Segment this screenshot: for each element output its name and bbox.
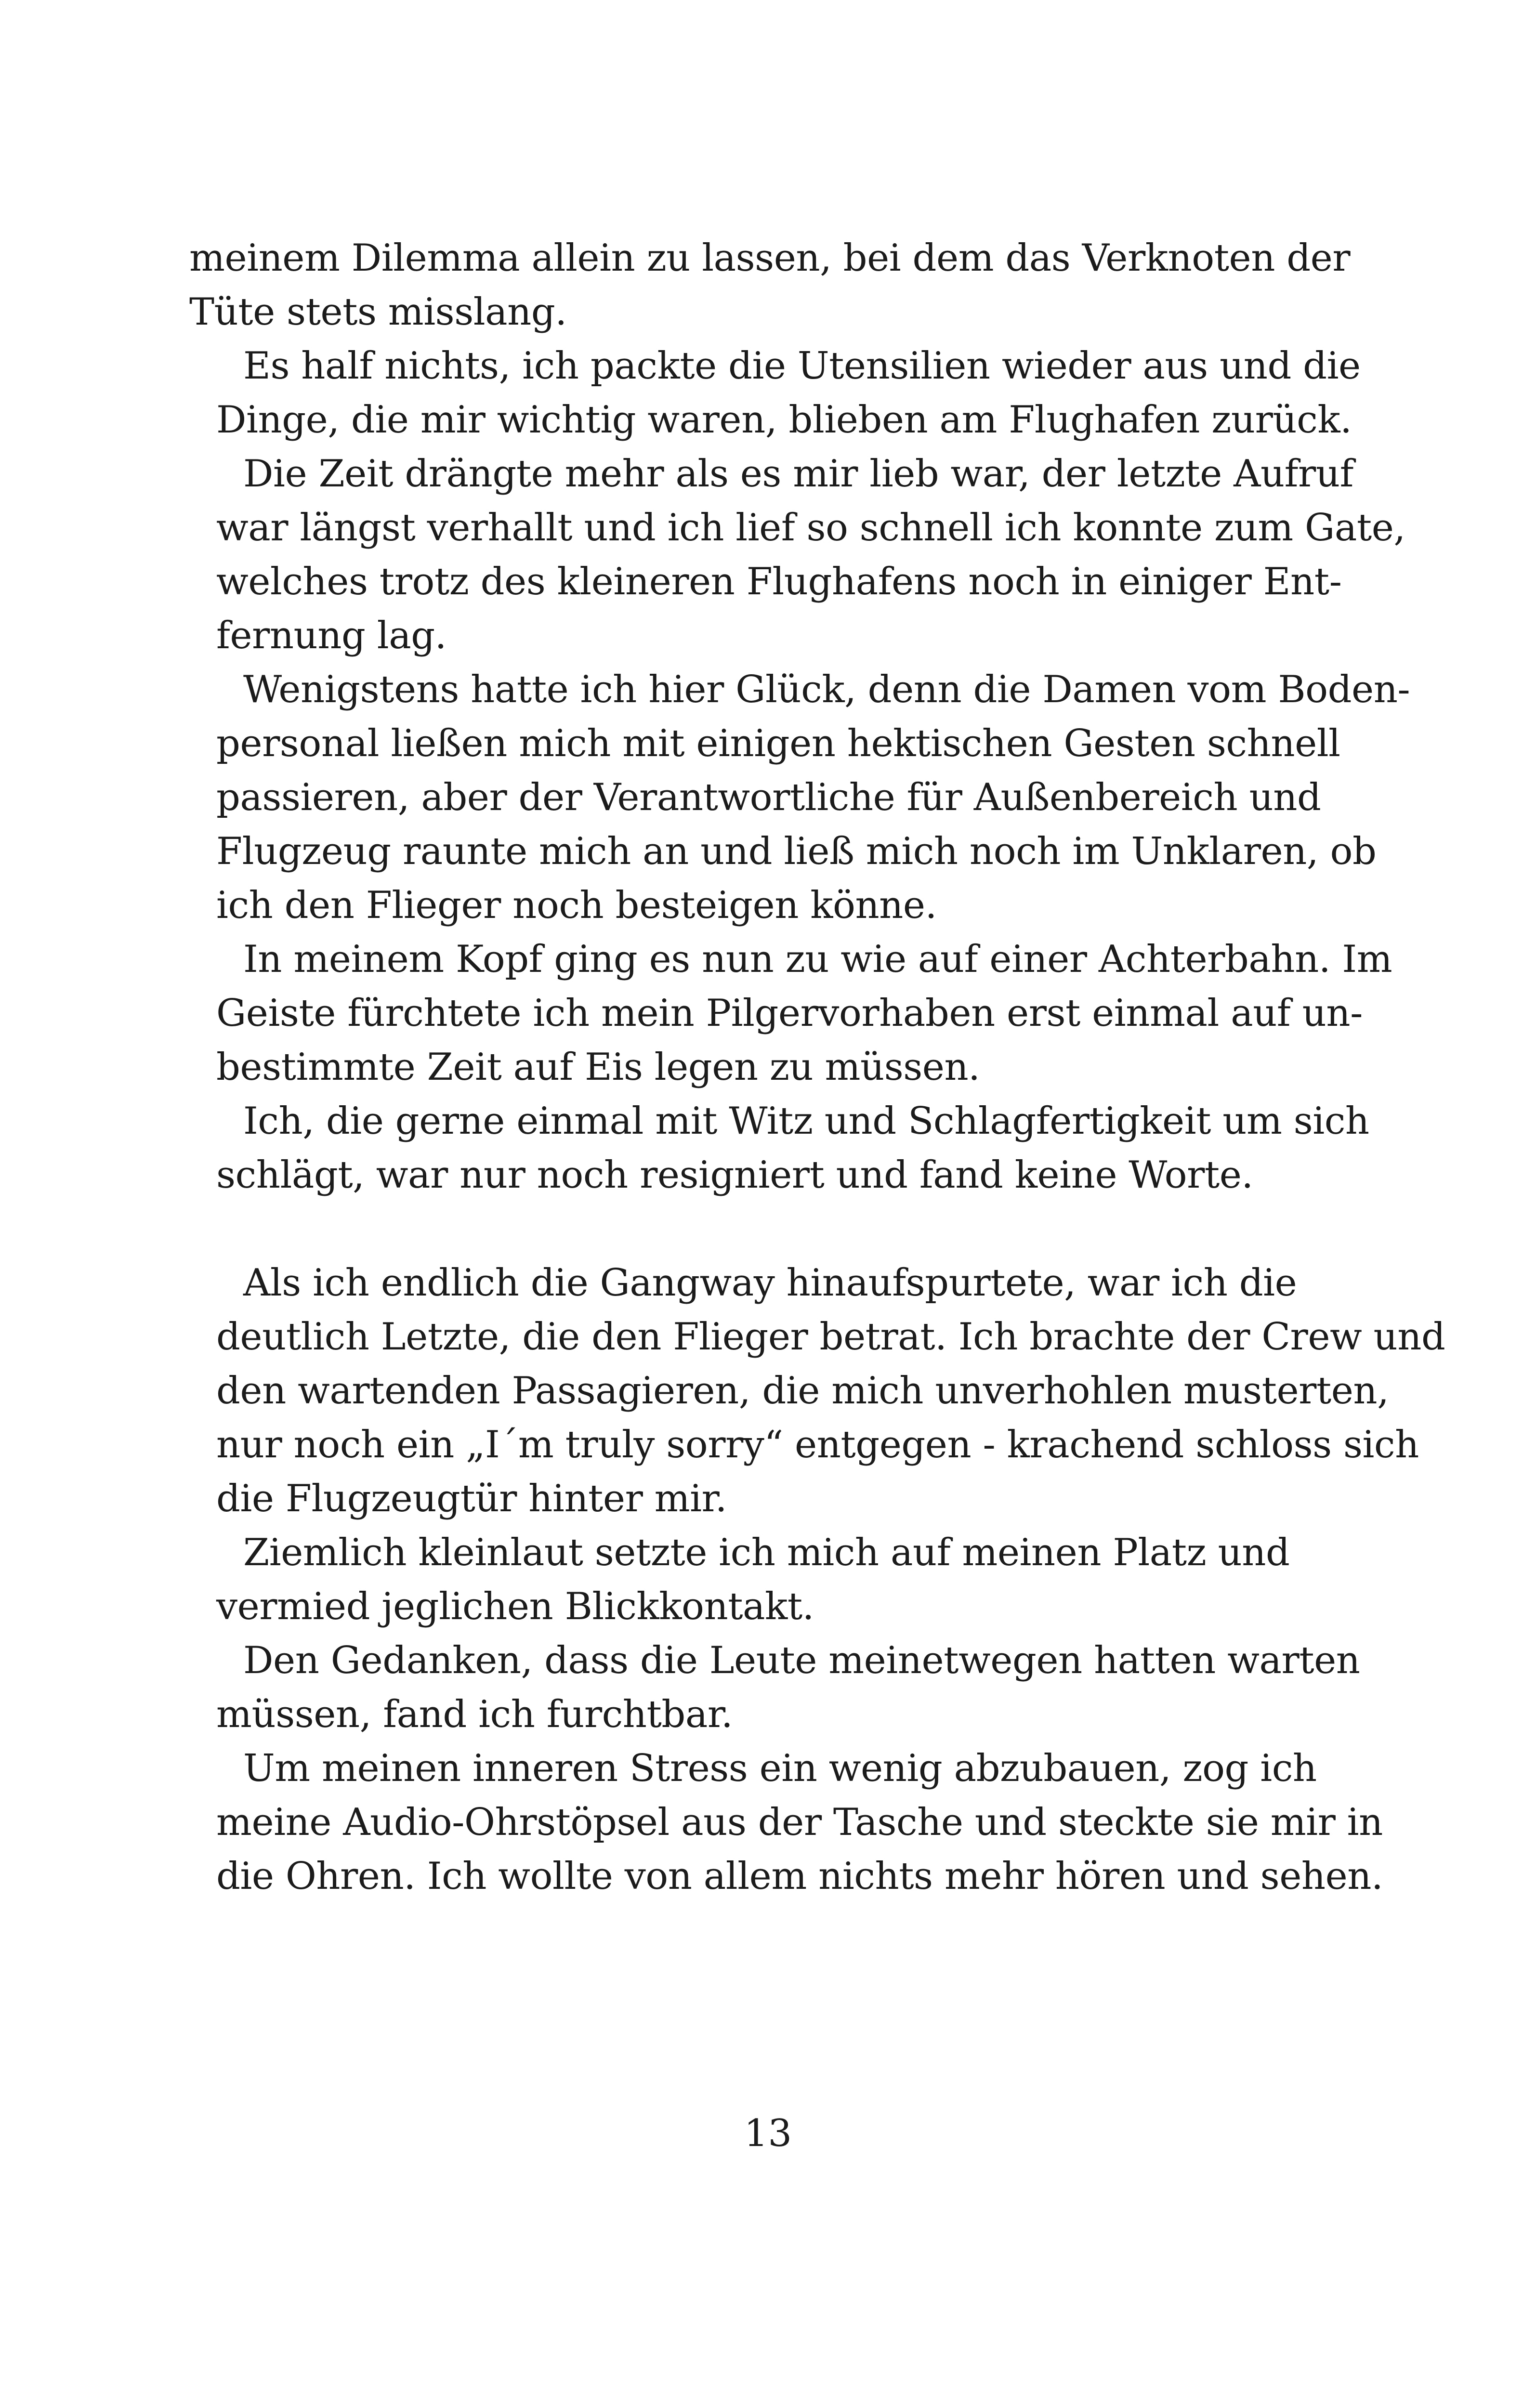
paragraph [189, 932, 1392, 1094]
paragraph [189, 1256, 1445, 1526]
text-line: war längst verhallt und ich lief so schnell ich konnte zum Gate, [216, 506, 1405, 550]
paragraph [189, 339, 1361, 447]
text-line: Um meinen inneren Stress ein wenig abzubauen, zog ich [243, 1747, 1317, 1790]
text-line: bestimmte Zeit auf Eis legen zu müssen. [216, 1046, 980, 1089]
text-line: Geiste fürchtete ich mein Pilgervorhaben erst einmal auf un- [216, 992, 1363, 1035]
text-line: müssen, fand ich furchtbar. [216, 1693, 733, 1736]
text-line: nur noch ein „I´m truly sorry“ entgegen - krachend schloss sich [216, 1423, 1419, 1466]
text-line: meine Audio-Ohrstöpsel aus der Tasche und steckte sie mir in [216, 1801, 1383, 1844]
text-line: Die Zeit drängte mehr als es mir lieb war, der letzte Aufruf [243, 452, 1353, 496]
text-line: passieren, aber der Verantwortliche für Außenbereich und [216, 776, 1321, 819]
text-line: fernung lag. [216, 614, 446, 657]
text-line: die Ohren. Ich wollte von allem nichts mehr hören und sehen. [216, 1855, 1383, 1898]
paragraph [189, 1634, 1360, 1741]
text-line: Ziemlich kleinlaut setzte ich mich auf meinen Platz und [243, 1531, 1290, 1574]
paragraph [189, 663, 1410, 932]
text-line: Es half nichts, ich packte die Utensilien wieder aus und die [243, 344, 1361, 388]
text-line: Wenigstens hatte ich hier Glück, denn die Damen vom Boden- [243, 668, 1410, 711]
text-line: schlägt, war nur noch resigniert und fand keine Worte. [216, 1153, 1253, 1197]
paragraph [189, 1741, 1383, 1903]
paragraph [189, 1094, 1369, 1202]
text-line: vermied jeglichen Blickkontakt. [216, 1585, 814, 1628]
paragraph [189, 447, 1405, 663]
text-line: deutlich Letzte, die den Flieger betrat. Ich brachte der Crew und [216, 1315, 1445, 1359]
text-line: Tüte stets misslang. [189, 290, 567, 334]
text-line: welches trotz des kleineren Flughafens noch in einiger Ent- [216, 560, 1342, 603]
text-line: den wartenden Passagieren, die mich unverhohlen musterten, [216, 1369, 1389, 1413]
text-line: Ich, die gerne einmal mit Witz und Schlagfertigkeit um sich [243, 1099, 1369, 1143]
page-number: 13 [744, 2112, 792, 2155]
text-line: ich den Flieger noch besteigen könne. [216, 884, 937, 927]
text-line: Flugzeug raunte mich an und ließ mich noch im Unklaren, ob [216, 830, 1377, 873]
body-text [189, 231, 1445, 1903]
text-line: In meinem Kopf ging es nun zu wie auf einer Achterbahn. Im [243, 938, 1392, 981]
text-line: Dinge, die mir wichtig waren, blieben am Flughafen zurück. [216, 398, 1352, 442]
paragraph [189, 1526, 1290, 1634]
text-line: personal ließen mich mit einigen hektischen Gesten schnell [216, 722, 1340, 765]
text-line: meinem Dilemma allein zu lassen, bei dem das Verknoten der [189, 236, 1351, 280]
paragraph [189, 231, 1351, 339]
text-line: Den Gedanken, dass die Leute meinetwegen hatten warten [243, 1639, 1360, 1682]
text-line: Als ich endlich die Gangway hinaufspurtete, war ich die [243, 1261, 1297, 1305]
text-line: die Flugzeugtür hinter mir. [216, 1477, 727, 1520]
